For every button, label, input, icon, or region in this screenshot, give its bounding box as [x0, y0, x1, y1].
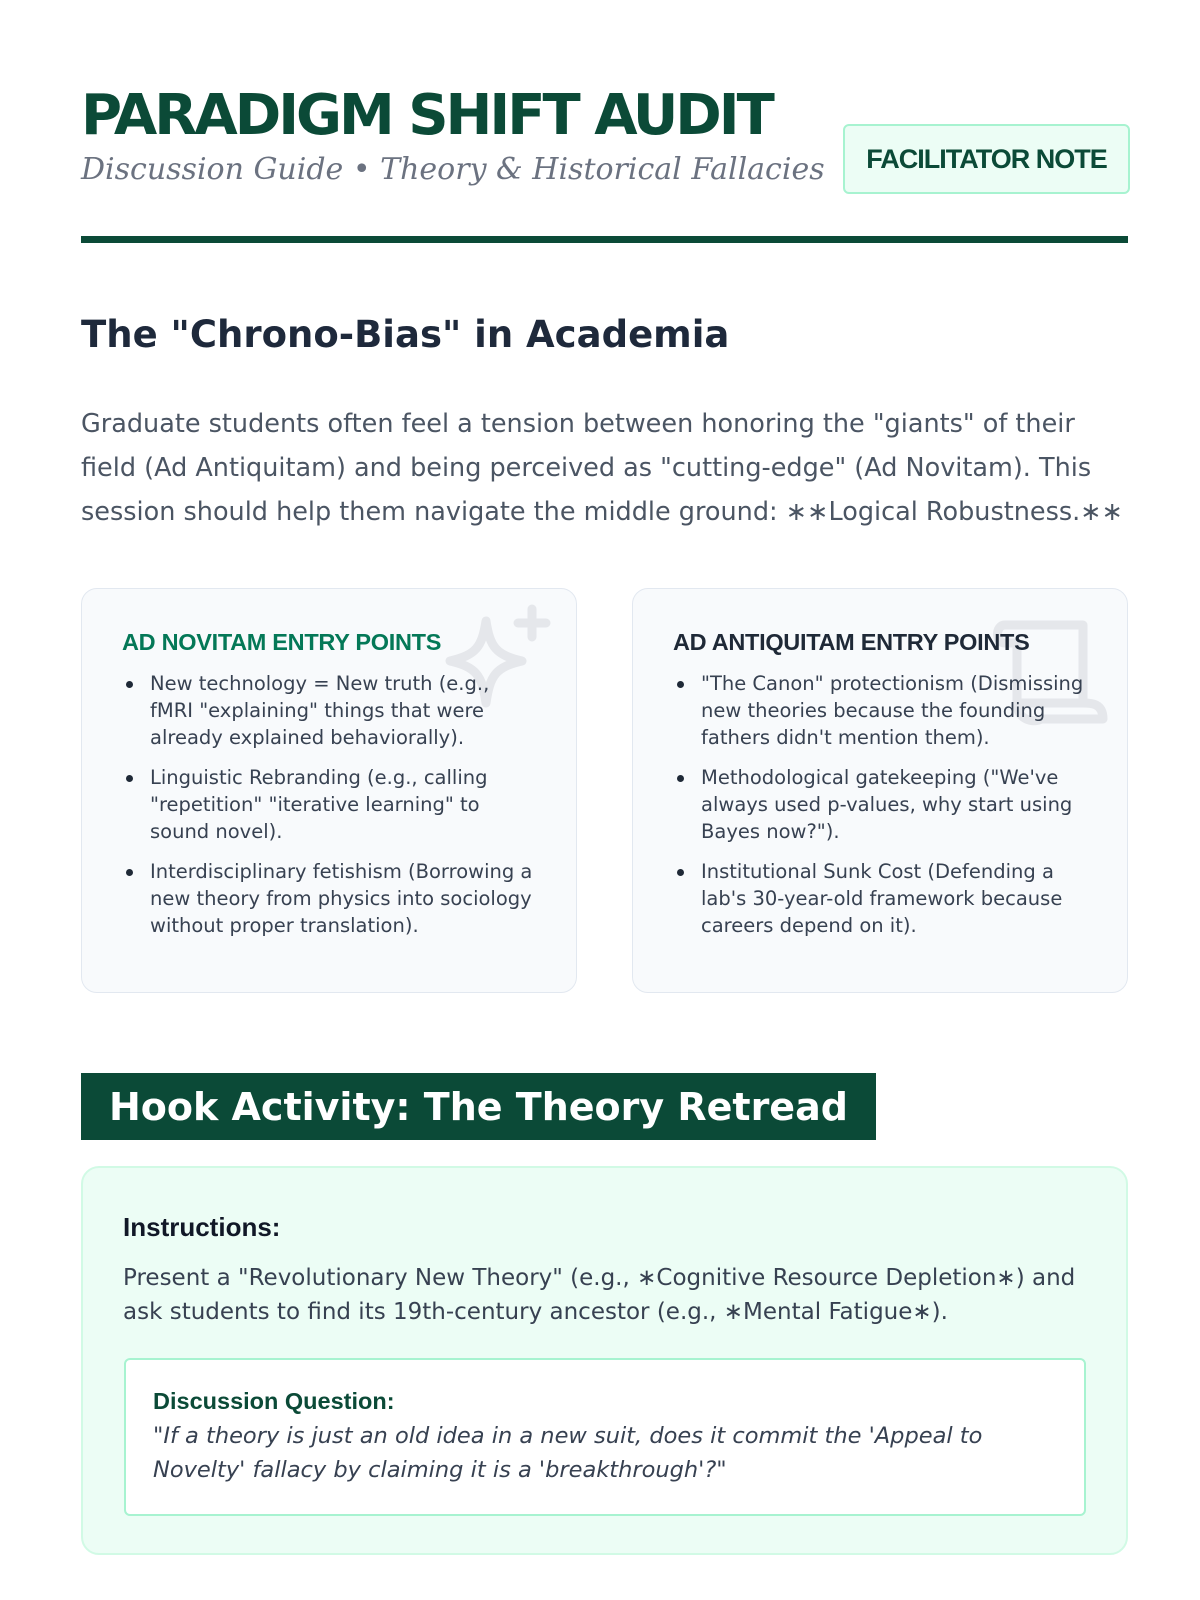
page-subtitle: Discussion Guide • Theory & Historical Fallacies — [81, 152, 825, 187]
ad-antiquitam-list — [673, 670, 1087, 939]
hook-activity-panel — [81, 1166, 1128, 1555]
section-title: The "Chrono-Bias" in Academia — [81, 313, 730, 356]
ad-novitam-list — [122, 670, 536, 939]
list-item: "The Canon" protectionism (Dismissing new theories because the founding fathers didn't mention them). — [673, 670, 1087, 751]
document-header — [81, 84, 1128, 244]
discussion-question-label: Discussion Question: — [153, 1388, 395, 1414]
ad-antiquitam-card — [632, 588, 1128, 993]
list-item: Methodological gatekeeping ("We've always used p-values, why start using Bayes now?"). — [673, 764, 1087, 845]
ad-antiquitam-heading: AD ANTIQUITAM ENTRY POINTS — [673, 629, 1030, 655]
list-item: Linguistic Rebranding (e.g., calling "repetition" "iterative learning" to sound novel). — [122, 764, 536, 845]
instructions-label: Instructions: — [123, 1212, 281, 1242]
intro-paragraph: Graduate students often feel a tension between honoring the "giants" of their field (Ad Antiquitam) and being perceived as "cutting-edge" (Ad Novitam). This session should help them navigate the middle ground: ∗∗Logical Robustness.∗∗ — [81, 409, 1123, 527]
header-divider — [81, 236, 1128, 243]
instructions-text: Present a "Revolutionary New Theory" (e.g., ∗Cognitive Resource Depletion∗) and ask students to find its 19th-century ancestor (e.g., ∗Mental Fatigue∗). — [123, 1265, 1076, 1325]
ad-novitam-heading: AD NOVITAM ENTRY POINTS — [122, 629, 442, 655]
hook-activity-banner — [81, 1073, 876, 1140]
list-item: New technology = New truth (e.g., fMRI "explaining" things that were already explained behaviorally). — [122, 670, 536, 751]
ad-novitam-card — [81, 588, 577, 993]
hook-activity-title: Hook Activity: The Theory Retread — [109, 1084, 848, 1129]
discussion-question-box — [124, 1358, 1086, 1516]
list-item: Institutional Sunk Cost (Defending a lab's 30-year-old framework because careers depend on it). — [673, 858, 1087, 939]
discussion-question-text: "If a theory is just an old idea in a new suit, does it commit the 'Appeal to Novelty' fallacy by claiming it is a 'breakthrough'?" — [153, 1423, 983, 1483]
page-title: PARADIGM SHIFT AUDIT — [81, 83, 772, 148]
list-item: Interdisciplinary fetishism (Borrowing a new theory from physics into sociology without proper translation). — [122, 858, 536, 939]
facilitator-note-badge: FACILITATOR NOTE — [843, 124, 1130, 194]
